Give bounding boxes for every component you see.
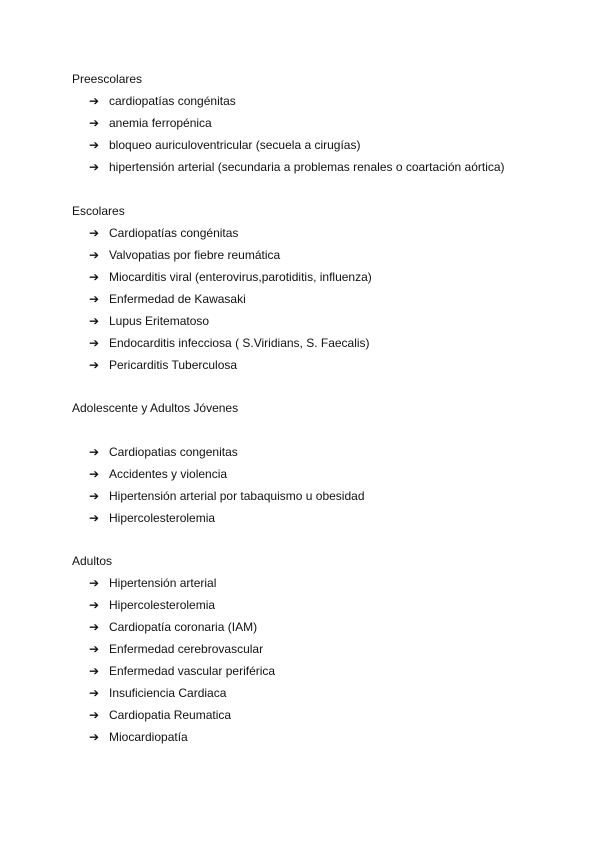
list-item-text: Lupus Eritematoso — [109, 314, 210, 328]
list-item-text: Hipercolesterolemia — [109, 511, 216, 525]
list-item — [89, 441, 542, 463]
list-item — [89, 485, 542, 507]
list-item-text: Enfermedad cerebrovascular — [109, 642, 264, 656]
list-item — [89, 616, 542, 638]
section-adolescentes — [72, 397, 542, 529]
section-preescolares — [72, 68, 542, 178]
list-item-text: Miocardiopatía — [109, 730, 188, 744]
list-item-text: Insuficiencia Cardiaca — [109, 686, 227, 700]
list-item — [89, 112, 542, 134]
list-item — [89, 332, 542, 354]
list-item — [89, 507, 542, 529]
arrow-right-icon: ➔ — [89, 116, 100, 130]
list-item — [89, 594, 542, 616]
list-item-text: Miocarditis viral (enterovirus,parotiditis, influenza) — [109, 270, 372, 284]
section-adultos — [72, 550, 542, 748]
list-item — [89, 156, 542, 178]
list-item-text: Cardiopatía coronaria (IAM) — [109, 620, 258, 634]
list-item-text: Cardiopatías congénitas — [109, 226, 239, 240]
arrow-right-icon: ➔ — [89, 686, 100, 700]
list-item-text: Pericarditis Tuberculosa — [109, 358, 238, 372]
item-list — [72, 90, 542, 178]
arrow-right-icon: ➔ — [89, 138, 100, 152]
list-item — [89, 310, 542, 332]
list-item-text: Enfermedad de Kawasaki — [109, 292, 246, 306]
list-item-text: Hipertensión arterial por tabaquismo u obesidad — [109, 489, 365, 503]
list-item-text: bloqueo auriculoventricular (secuela a cirugías) — [109, 138, 361, 152]
list-item-text: hipertensión arterial (secundaria a problemas renales o coartación aórtica) — [109, 160, 505, 174]
list-item — [89, 354, 542, 376]
section-title: Preescolares — [72, 72, 143, 86]
section-title: Escolares — [72, 204, 125, 218]
list-item — [89, 572, 542, 594]
item-list — [72, 222, 542, 376]
list-item — [89, 222, 542, 244]
arrow-right-icon: ➔ — [89, 270, 100, 284]
section-title: Adolescente y Adultos Jóvenes — [72, 401, 239, 415]
list-item-text: anemia ferropénica — [109, 116, 212, 130]
arrow-right-icon: ➔ — [89, 467, 100, 481]
arrow-right-icon: ➔ — [89, 445, 100, 459]
arrow-right-icon: ➔ — [89, 598, 100, 612]
section-escolares — [72, 200, 542, 376]
list-item — [89, 463, 542, 485]
arrow-right-icon: ➔ — [89, 226, 100, 240]
list-item-text: Hipercolesterolemia — [109, 598, 216, 612]
list-item — [89, 682, 542, 704]
list-item — [89, 726, 542, 748]
arrow-right-icon: ➔ — [89, 314, 100, 328]
list-item-text: Endocarditis infecciosa ( S.Viridians, S. Faecalis) — [109, 336, 370, 350]
arrow-right-icon: ➔ — [89, 708, 100, 722]
arrow-right-icon: ➔ — [89, 664, 100, 678]
list-item — [89, 266, 542, 288]
item-list — [72, 572, 542, 748]
arrow-right-icon: ➔ — [89, 576, 100, 590]
arrow-right-icon: ➔ — [89, 620, 100, 634]
list-item-text: Enfermedad vascular periférica — [109, 664, 276, 678]
arrow-right-icon: ➔ — [89, 292, 100, 306]
arrow-right-icon: ➔ — [89, 248, 100, 262]
list-item — [89, 638, 542, 660]
list-item-text: Hipertensión arterial — [109, 576, 217, 590]
list-item — [89, 134, 542, 156]
list-item-text: Cardiopatias congenitas — [109, 445, 238, 459]
arrow-right-icon: ➔ — [89, 489, 100, 503]
arrow-right-icon: ➔ — [89, 642, 100, 656]
arrow-right-icon: ➔ — [89, 511, 100, 525]
arrow-right-icon: ➔ — [89, 160, 100, 174]
item-list — [72, 441, 542, 529]
arrow-right-icon: ➔ — [89, 358, 100, 372]
arrow-right-icon: ➔ — [89, 336, 100, 350]
list-item-text: Cardiopatia Reumatica — [109, 708, 232, 722]
list-item — [89, 90, 542, 112]
list-item — [89, 288, 542, 310]
list-item — [89, 244, 542, 266]
list-item-text: Valvopatias por fiebre reumática — [109, 248, 281, 262]
arrow-right-icon: ➔ — [89, 94, 100, 108]
section-title: Adultos — [72, 554, 113, 568]
list-item-text: cardiopatías congénitas — [109, 94, 236, 108]
arrow-right-icon: ➔ — [89, 730, 100, 744]
list-item — [89, 704, 542, 726]
list-item — [89, 660, 542, 682]
list-item-text: Accidentes y violencia — [109, 467, 228, 481]
